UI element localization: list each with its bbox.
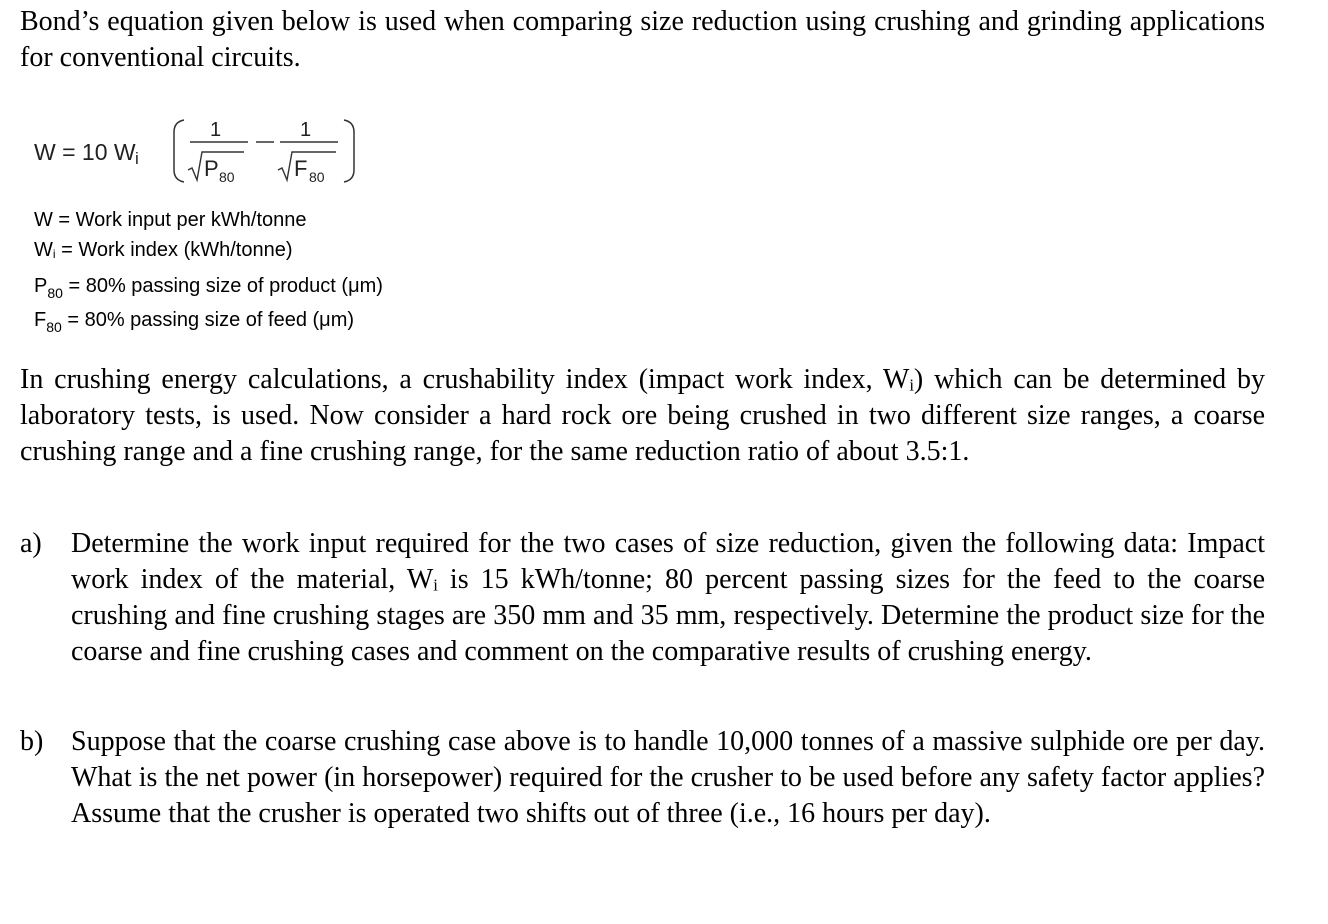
definition-f80: $F_{80} = 80\%$ passing size of feed (μm) (34, 309, 355, 335)
question-a-label: a) (20, 528, 42, 559)
definition-wi: $W_i$ = Work index (kWh/tonne) (34, 239, 293, 261)
fraction1-numerator: 1 (210, 119, 222, 141)
bond-equation-graphic (32, 108, 372, 198)
right-bracket (344, 120, 354, 182)
crushability-paragraph: In crushing energy calculations, a crushability index (impact work index, Wᵢ) which can be determined by laboratory tests, is used. Now consider a hard rock ore being crushed in two different size ranges, a coarse crushing range and a fine crushing range, for the same reduction ratio of about 3.5:1. (20, 364, 1265, 467)
question-a-text: Determine the work input required for the two cases of size reduction, given the following data: Impact work index of the material, Wᵢ is 15 kWh/tonne; 80 percent passing sizes for the feed to the coarse crushing and fine crushing stages are 350 mm and 35 mm, respectively. Determine the product size for the coarse and fine crushing cases and comment on the comparative results of crushing energy. (71, 528, 1265, 667)
definition-w: W = Work input per kWh/tonne (34, 209, 307, 231)
denom1-subscript: 80 (219, 169, 235, 185)
bond-equation (32, 108, 372, 198)
definition-p80: $P_{80} = 80\%$ passing size of product (μm) (34, 275, 383, 301)
intro-paragraph: Bond’s equation given below is used when comparing size reduction using crushing and grinding applications for conventional circuits. (20, 6, 1265, 73)
question-b-text: Suppose that the coarse crushing case above is to handle 10,000 tonnes of a massive sulphide ore per day. What is the net power (in horsepower) required for the crusher to be used before any safety factor applies? Assume that the crusher is operated two shifts out of three (i.e., 16 hours per day). (71, 726, 1265, 829)
denom2-letter: F (294, 156, 308, 181)
denom2-subscript: 80 (309, 169, 325, 185)
equation-lhs: W = 10 W (34, 139, 136, 165)
denom1-letter: P (204, 156, 219, 181)
equation-lhs-subscript: i (135, 149, 139, 168)
fraction2-numerator: 1 (300, 119, 312, 141)
left-bracket (174, 120, 184, 182)
question-b-label: b) (20, 726, 44, 757)
